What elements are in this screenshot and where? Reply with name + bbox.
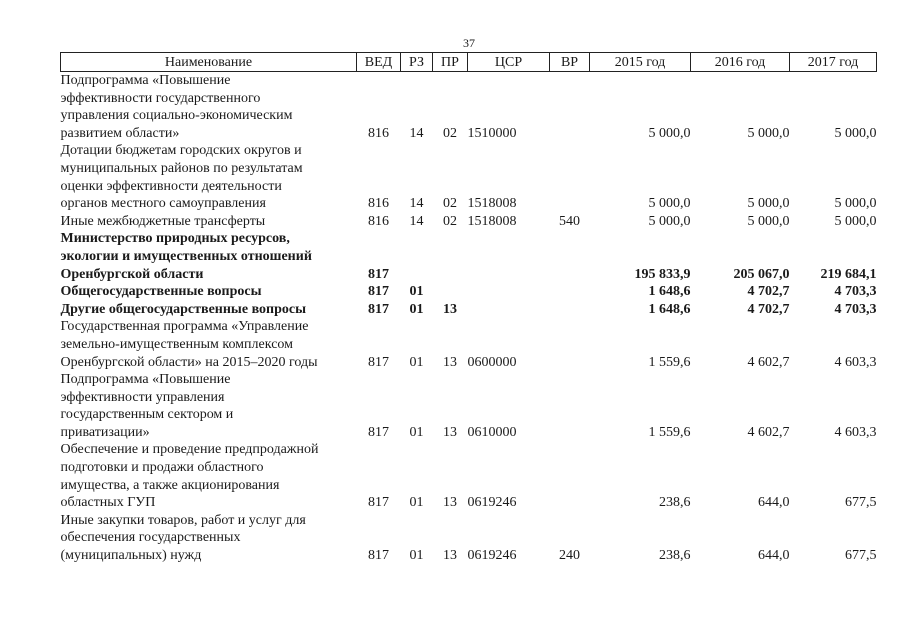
row-rz: 14	[409, 196, 424, 212]
row-2017: 5 000,0	[834, 125, 877, 141]
row-name: Общегосударственные вопросы	[60, 284, 262, 300]
header-ved: ВЕД	[357, 53, 401, 72]
row-vr	[550, 441, 590, 511]
row-rz: 01	[409, 301, 424, 317]
row-2016: 4 702,7	[747, 301, 790, 317]
row-2015: 5 000,0	[648, 125, 691, 141]
row-name: Дотации бюджетам городских округов и муниципальных районов по результатам оценки эффективности деятельности органов местного самоуправления	[60, 143, 303, 212]
row-csr: 1518008	[467, 196, 517, 212]
row-csr: 0619246	[467, 495, 517, 511]
header-row	[61, 53, 877, 72]
row-2015: 195 833,9	[634, 266, 691, 282]
row-ved: 817	[368, 354, 389, 370]
page-number: 37	[463, 36, 475, 50]
row-2016: 4 602,7	[747, 424, 790, 440]
row-rz: 01	[409, 354, 424, 370]
row-rz: 14	[409, 125, 424, 141]
row-name: Иные закупки товаров, работ и услуг для обеспечения государственных (муниципальных) нужд	[60, 512, 306, 564]
row-2015: 1 648,6	[648, 284, 691, 300]
budget-table	[60, 52, 877, 565]
row-pr	[433, 230, 468, 283]
row-vr	[550, 283, 590, 301]
row-2015: 5 000,0	[648, 213, 691, 229]
row-ved: 817	[368, 548, 389, 564]
row-name: Иные межбюджетные трансферты	[60, 213, 266, 229]
row-ved: 816	[368, 196, 389, 212]
row-ved: 817	[368, 301, 389, 317]
row-csr	[468, 301, 550, 319]
header-name: Наименование	[61, 53, 357, 72]
row-ved: 817	[368, 284, 389, 300]
row-vr: 240	[559, 548, 580, 564]
row-2015: 1 559,6	[648, 424, 691, 440]
row-2017: 677,5	[845, 548, 877, 564]
row-pr: 02	[443, 125, 457, 141]
row-2016: 5 000,0	[747, 125, 790, 141]
row-2015: 1 648,6	[648, 301, 691, 317]
table-row	[61, 371, 877, 441]
row-2016: 4 602,7	[747, 354, 790, 370]
row-pr: 02	[443, 196, 457, 212]
row-ved: 816	[368, 125, 389, 141]
row-ved: 817	[368, 424, 389, 440]
row-name: Министерство природных ресурсов, экологии и имущественных отношений Оренбургской области	[60, 231, 312, 282]
row-2016: 205 067,0	[733, 266, 790, 282]
row-2017: 677,5	[845, 495, 877, 511]
row-pr: 13	[443, 301, 457, 317]
table-row	[61, 441, 877, 511]
row-2016: 644,0	[758, 495, 790, 511]
row-rz: 01	[409, 284, 424, 300]
table-row	[61, 213, 877, 231]
row-pr: 13	[443, 424, 457, 440]
row-name: Подпрограмма «Повышение эффективности управления государственным сектором и приватизации»	[60, 372, 234, 440]
row-csr: 0600000	[467, 354, 517, 370]
header-csr: ЦСР	[468, 53, 550, 72]
table-row	[61, 72, 877, 143]
row-2017: 219 684,1	[820, 266, 877, 282]
header-2017: 2017 год	[790, 53, 877, 72]
row-2017: 4 703,3	[834, 284, 877, 300]
table-row	[61, 512, 877, 565]
row-2016: 4 702,7	[747, 284, 790, 300]
row-ved: 816	[368, 213, 389, 229]
row-2015: 238,6	[659, 495, 691, 511]
table-body	[61, 72, 877, 565]
row-vr	[550, 72, 590, 143]
row-pr: 02	[443, 213, 457, 229]
row-2017: 5 000,0	[834, 213, 877, 229]
table-row	[61, 230, 877, 283]
row-ved: 817	[368, 266, 389, 282]
row-2017: 4 603,3	[834, 354, 877, 370]
row-name: Обеспечение и проведение предпродажной подготовки и продажи областного имущества, а также акционирования областных ГУП	[60, 442, 319, 511]
table-row	[61, 301, 877, 319]
table-row	[61, 142, 877, 212]
row-2015: 1 559,6	[648, 354, 691, 370]
row-vr	[550, 142, 590, 212]
row-rz	[401, 230, 433, 283]
row-rz: 01	[409, 424, 424, 440]
row-2016: 5 000,0	[747, 213, 790, 229]
row-vr	[550, 301, 590, 319]
row-name: Государственная программа «Управление земельно-имущественным комплексом Оренбургской области» на 2015–2020 годы	[60, 319, 318, 370]
table-row	[61, 318, 877, 371]
row-2016: 5 000,0	[747, 196, 790, 212]
row-rz: 01	[409, 548, 424, 564]
row-2017: 4 703,3	[834, 301, 877, 317]
row-csr	[468, 283, 550, 301]
row-rz: 01	[409, 495, 424, 511]
row-pr: 13	[443, 548, 457, 564]
row-vr: 540	[559, 213, 580, 229]
row-2015: 5 000,0	[648, 196, 691, 212]
row-pr: 13	[443, 495, 457, 511]
row-csr	[468, 230, 550, 283]
row-csr: 0619246	[467, 548, 517, 564]
row-vr	[550, 318, 590, 371]
row-pr: 13	[443, 354, 457, 370]
header-2016: 2016 год	[691, 53, 790, 72]
row-rz: 14	[409, 213, 424, 229]
row-2015: 238,6	[659, 548, 691, 564]
row-pr	[433, 283, 468, 301]
row-2016: 644,0	[758, 548, 790, 564]
table-row	[61, 283, 877, 301]
header-vr: ВР	[550, 53, 590, 72]
row-vr	[550, 371, 590, 441]
row-csr: 1518008	[467, 213, 517, 229]
header-2015: 2015 год	[590, 53, 691, 72]
row-name: Подпрограмма «Повышение эффективности государственного управления социально-экономическим развитием области»	[60, 73, 293, 141]
row-csr: 0610000	[467, 424, 517, 440]
header-pr: ПР	[433, 53, 468, 72]
row-2017: 5 000,0	[834, 196, 877, 212]
row-name: Другие общегосударственные вопросы	[60, 301, 307, 317]
header-rz: РЗ	[401, 53, 433, 72]
row-csr: 1510000	[467, 125, 517, 141]
row-ved: 817	[368, 495, 389, 511]
row-2017: 4 603,3	[834, 424, 877, 440]
row-vr	[550, 230, 590, 283]
